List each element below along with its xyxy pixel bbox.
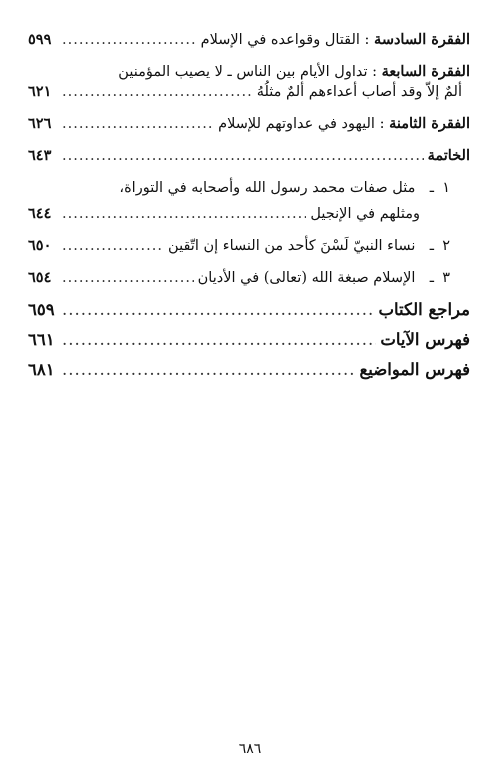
page-ref: ٦٦١ bbox=[28, 330, 55, 349]
dot-leader bbox=[62, 330, 376, 350]
page-ref: ٦٤٣ bbox=[28, 147, 52, 164]
dot-leader bbox=[62, 360, 355, 380]
toc-entry-label: الفقرة السابعة : تداول الأيام بين الناس ـ لا يصيب المؤمنين bbox=[118, 63, 470, 80]
toc-item bbox=[28, 268, 470, 288]
appendix-label: فهرس المواضيع bbox=[359, 360, 470, 379]
dot-leader bbox=[62, 30, 197, 50]
toc-item bbox=[28, 178, 470, 198]
page-number: ٦٨٦ bbox=[238, 741, 262, 757]
toc-entry-label: الفقرة الثامنة : اليهود في عداوتهم للإسلام bbox=[218, 115, 470, 132]
dot-leader bbox=[62, 268, 194, 288]
page-ref: ٦٥٤ bbox=[28, 269, 52, 286]
appendix-entry bbox=[28, 300, 470, 320]
appendix-entry bbox=[28, 360, 470, 380]
toc-entry-label: الخاتمة bbox=[427, 147, 470, 164]
appendix-label: مراجع الكتاب bbox=[378, 300, 470, 319]
toc-item-label: ٣ـ الإسلام صبغة الله (تعالى) في الأديان bbox=[197, 270, 450, 286]
page-ref: ٦٤٤ bbox=[28, 205, 52, 222]
page-ref: ٦٥٠ bbox=[28, 237, 52, 254]
toc-entry bbox=[28, 146, 470, 166]
dot-leader bbox=[62, 300, 374, 320]
page-ref: ٦٥٩ bbox=[28, 300, 55, 319]
dot-leader bbox=[62, 204, 306, 224]
item-number: ١ bbox=[442, 180, 450, 196]
toc-item-label: ومثلهم في الإنجيل bbox=[310, 206, 420, 222]
toc-entry-label: الفقرة السادسة : القتال وقواعده في الإسلام bbox=[200, 31, 470, 48]
item-number: ٢ bbox=[442, 238, 450, 254]
table-of-contents bbox=[28, 30, 470, 380]
page-ref: ٥٩٩ bbox=[28, 31, 52, 48]
dot-leader bbox=[62, 146, 424, 166]
toc-item-continuation bbox=[28, 204, 470, 224]
toc-item-label: ٢ـ نساء النبيّ لَسْنَ كأحد من النساء إن اتّقين bbox=[168, 238, 450, 254]
toc-entry bbox=[28, 30, 470, 50]
page-ref: ٦٢٦ bbox=[28, 115, 52, 132]
appendix-entry bbox=[28, 330, 470, 350]
page-ref: ٦٢١ bbox=[28, 83, 52, 100]
appendix-label: فهرس الآيات bbox=[380, 330, 470, 349]
dot-leader bbox=[62, 82, 253, 102]
toc-entry-subtitle: ألمٌ إلاّ وقد أصاب أعداءهم ألمٌ مثلُهُ bbox=[256, 84, 462, 100]
item-number: ٣ bbox=[442, 270, 450, 286]
toc-entry-continuation bbox=[28, 82, 470, 102]
toc-entry bbox=[28, 114, 470, 134]
toc-item bbox=[28, 236, 470, 256]
dot-leader bbox=[62, 114, 214, 134]
page-ref: ٦٨١ bbox=[28, 360, 55, 379]
dot-leader bbox=[62, 236, 164, 256]
toc-entry bbox=[28, 62, 470, 82]
toc-item-label: ١ـ مثل صفات محمد رسول الله وأصحابه في التوراة، bbox=[119, 180, 450, 196]
